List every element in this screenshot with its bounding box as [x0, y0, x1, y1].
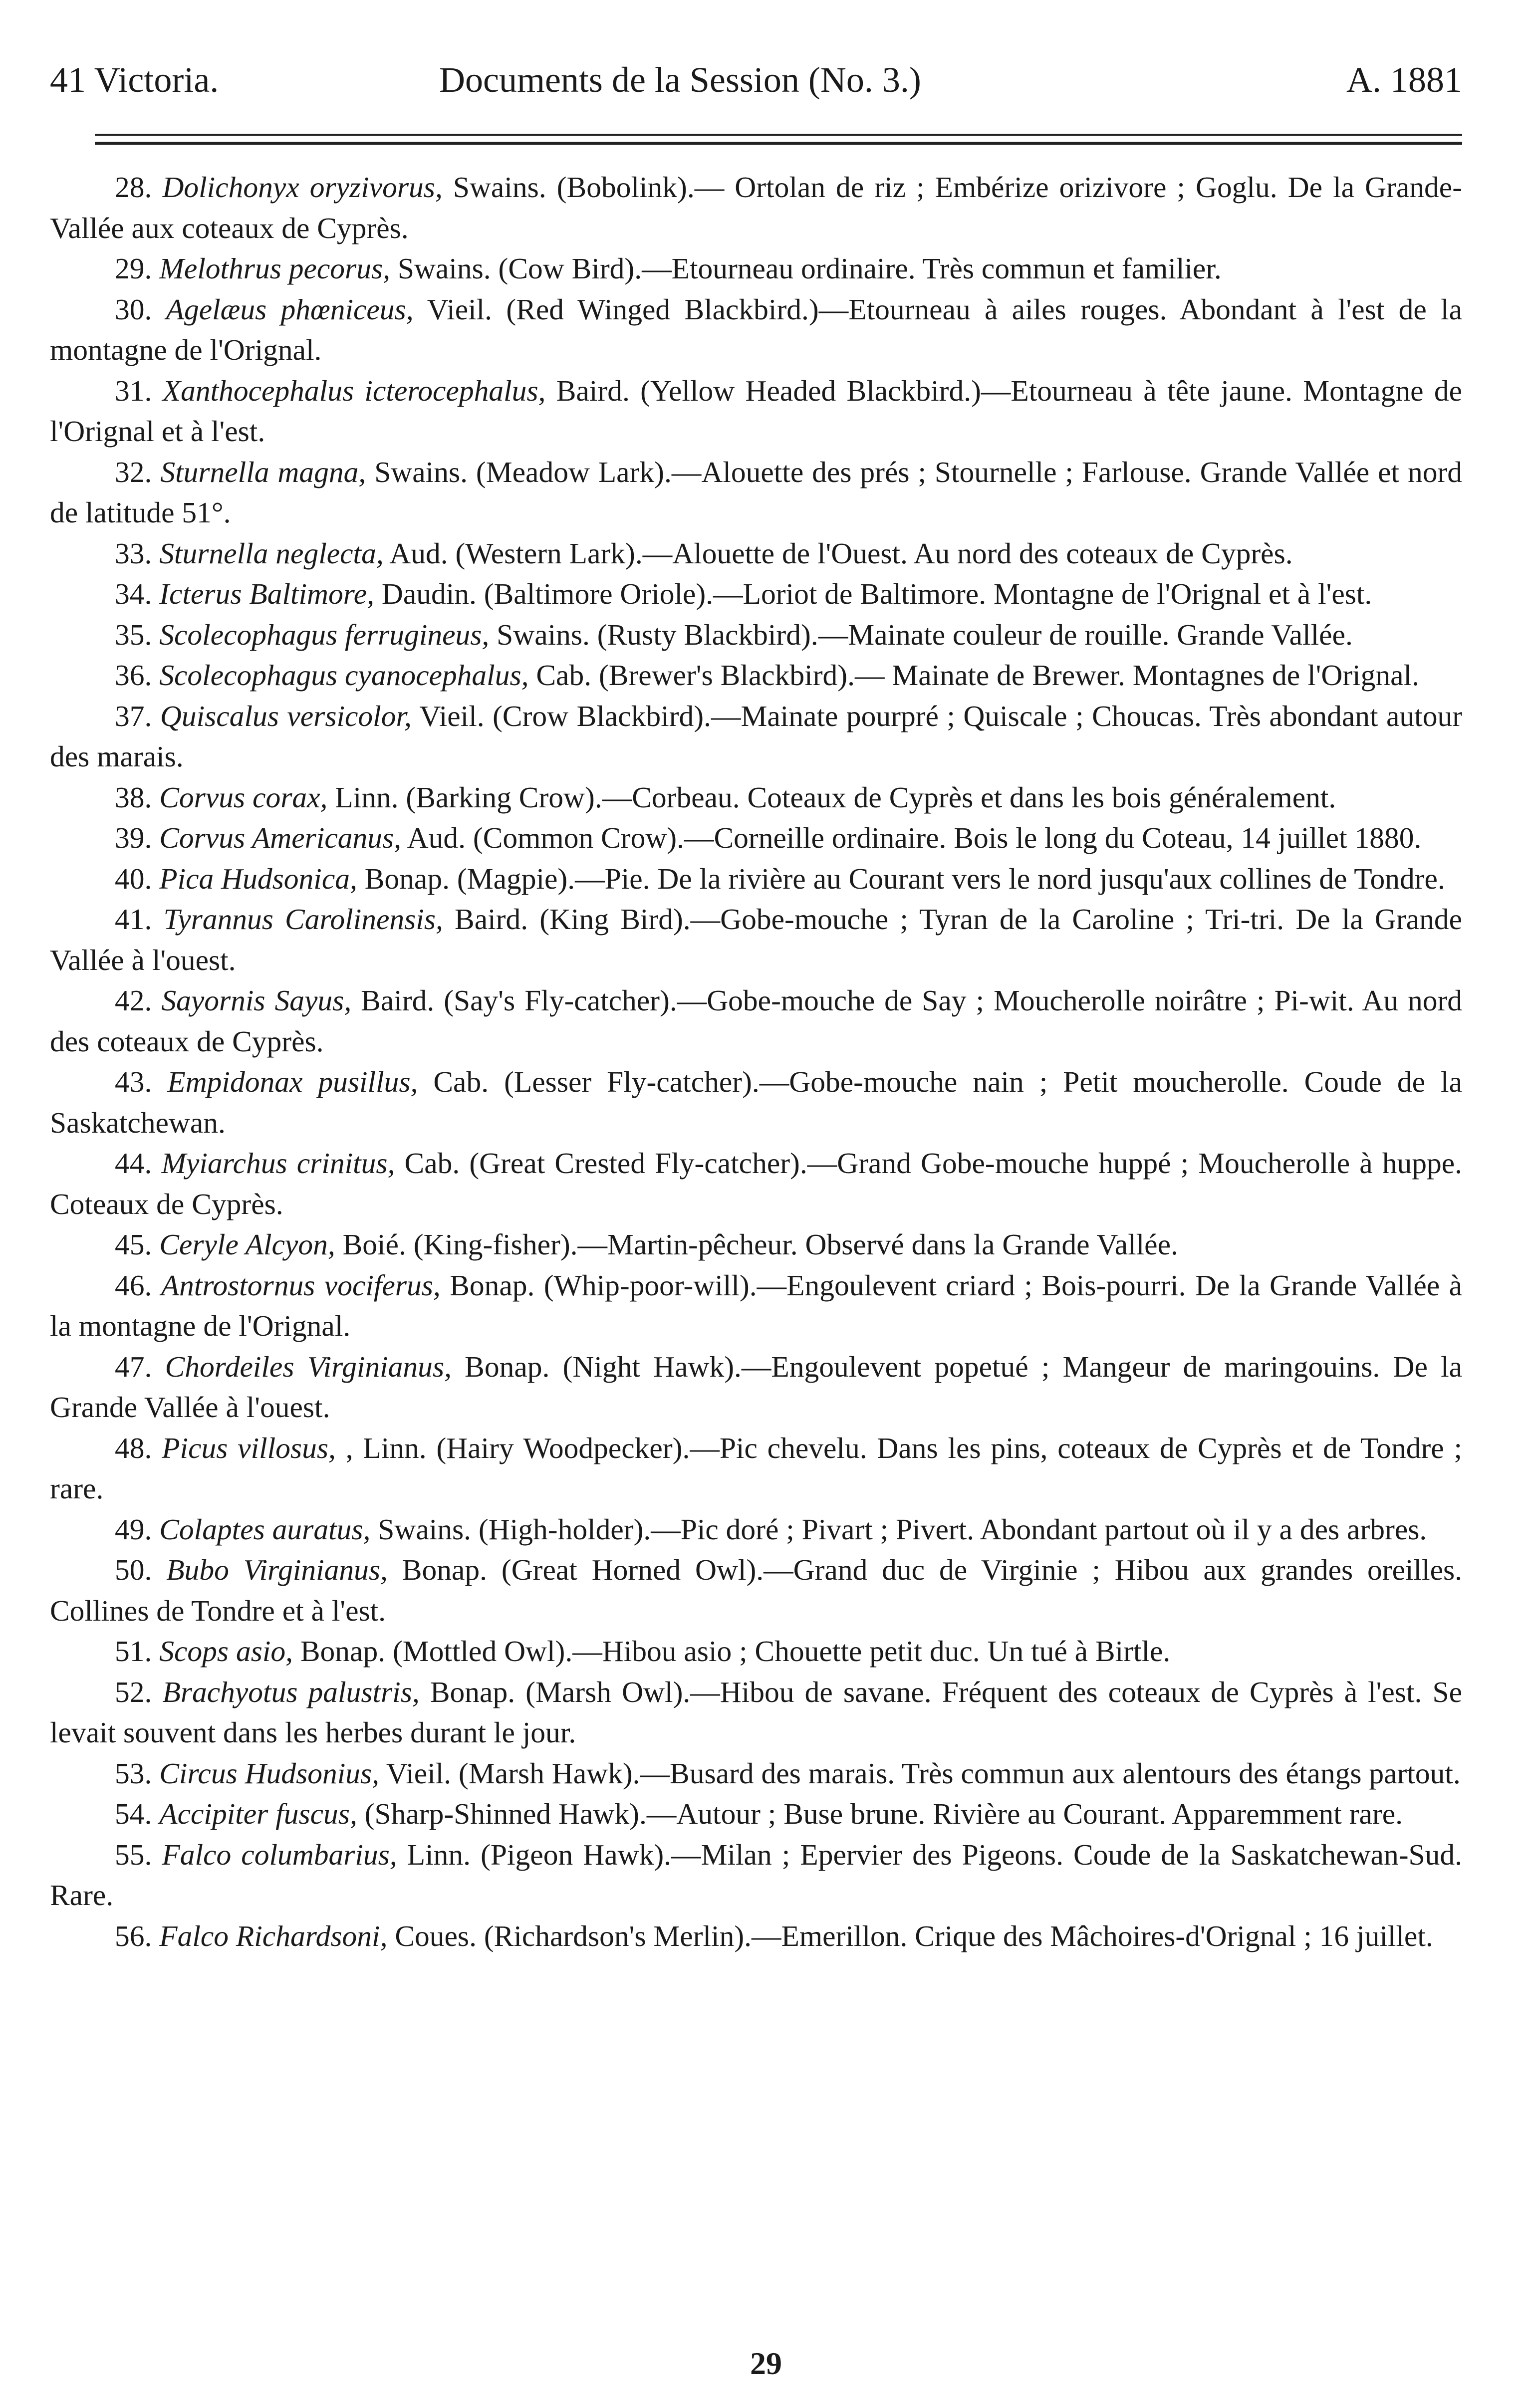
authority: Swains. — [453, 171, 546, 204]
common-name: (Marsh Owl). — [525, 1675, 691, 1708]
species-entry — [50, 371, 1462, 452]
entry-description: —Pic doré ; Pivart ; Pivert. Abondant partout où il y a des arbres. — [651, 1512, 1427, 1546]
entry-description: —Etourneau à ailes rouges. Abondant à l'est de la montagne de l'Orignal. — [50, 292, 1462, 366]
common-name: (Marsh Hawk). — [459, 1756, 640, 1790]
entry-description: —Loriot de Baltimore. Montagne de l'Orignal et à l'est. — [713, 577, 1372, 610]
latin-name: Xanthocephalus icterocephalus, — [162, 374, 546, 407]
species-entry — [50, 818, 1462, 859]
page-number: 29 — [750, 2346, 782, 2381]
species-entry — [50, 1509, 1462, 1550]
entry-number: 28. — [115, 171, 152, 204]
common-name: (Red Winged Blackbird.) — [506, 292, 819, 326]
authority: Daudin. — [381, 577, 477, 610]
entry-description: —Hibou de savane. Fréquent des coteaux de Cyprès à l'est. Se levait souvent dans les herbes durant le jour. — [50, 1675, 1462, 1749]
entry-number: 34. — [115, 577, 152, 610]
species-entry — [50, 696, 1462, 777]
species-entry — [50, 1916, 1462, 1957]
authority: Linn. — [335, 780, 399, 814]
entry-number: 40. — [115, 862, 152, 895]
authority: Boié. — [342, 1228, 406, 1261]
entry-number: 43. — [115, 1065, 152, 1098]
entry-description: —Busard des marais. Très commun aux alentours des étangs partout. — [640, 1756, 1461, 1790]
authority: Vieil. — [419, 699, 485, 732]
common-name: (King-fisher). — [413, 1228, 578, 1261]
entry-description: —Mainate couleur de rouille. Grande Vallée. — [818, 618, 1353, 651]
entry-number: 37. — [115, 699, 152, 732]
entry-number: 46. — [115, 1268, 152, 1302]
authority: Cab. — [536, 659, 592, 692]
authority: Baird. — [361, 984, 435, 1017]
entry-description: —Mainate pourpré ; Quiscale ; Choucas. Très abondant autour des marais. — [50, 699, 1463, 773]
common-name: (Mottled Owl). — [392, 1635, 573, 1668]
common-name: (Magpie). — [457, 862, 575, 895]
species-entry — [50, 859, 1462, 900]
entry-description: —Grand Gobe-mouche huppé ; Moucherolle à huppe. Coteaux de Cyprès. — [50, 1147, 1462, 1220]
authority: Linn. — [407, 1838, 471, 1871]
latin-name: Falco Richardsoni, — [159, 1919, 388, 1952]
entry-description: —Gobe-mouche nain ; Petit moucherolle. Coude de la Saskatchewan. — [50, 1065, 1462, 1139]
species-entry — [50, 452, 1462, 533]
common-name: (Great Crested Fly-catcher). — [469, 1147, 807, 1180]
common-name: (Hairy Woodpecker). — [436, 1431, 690, 1464]
authority: , Linn. — [345, 1431, 427, 1464]
authority: Aud. — [389, 536, 448, 570]
latin-name: Accipiter fuscus, — [159, 1797, 357, 1830]
latin-name: Quiscalus versicolor, — [160, 699, 412, 732]
latin-name: Dolichonyx oryzivorus, — [162, 171, 443, 204]
latin-name: Sayornis Sayus, — [161, 984, 352, 1017]
latin-name: Scolecophagus ferrugineus, — [159, 618, 490, 651]
entry-number: 56. — [115, 1919, 152, 1952]
latin-name: Colaptes auratus, — [159, 1512, 371, 1546]
authority: Vieil. — [386, 1756, 452, 1790]
common-name: (Common Crow). — [473, 821, 684, 854]
species-entry — [50, 1794, 1462, 1835]
common-name: (Whip-poor-will). — [543, 1268, 757, 1302]
entry-description: —Gobe-mouche ; Tyran de la Caroline ; Tri-tri. De la Grande Vallée à l'ouest. — [50, 903, 1462, 976]
authority: Aud. — [407, 821, 466, 854]
species-entry — [50, 248, 1462, 289]
header-rule — [95, 134, 1462, 136]
latin-name: Icterus Baltimore, — [159, 577, 374, 610]
entry-number: 47. — [115, 1350, 152, 1383]
species-entry — [50, 289, 1462, 371]
latin-name: Sturnella neglecta, — [159, 536, 384, 570]
species-entry — [50, 899, 1462, 980]
latin-name: Corvus Americanus, — [159, 821, 402, 854]
entry-description: —Hibou asio ; Chouette petit duc. Un tué à Birtle. — [572, 1635, 1171, 1668]
entry-number: 35. — [115, 618, 152, 651]
common-name: (Meadow Lark). — [476, 455, 672, 488]
entry-description: —Gobe-mouche de Say ; Moucherolle noirâtre ; Pi-wit. Au nord des coteaux de Cyprès. — [50, 984, 1463, 1058]
species-list — [50, 167, 1462, 1956]
authority: Cab. — [404, 1147, 460, 1180]
common-name: (Crow Blackbird). — [493, 699, 711, 732]
species-entry — [50, 533, 1462, 574]
authority: Swains. — [497, 618, 590, 651]
species-entry — [50, 1143, 1462, 1224]
authority: Bonap. — [364, 862, 450, 895]
latin-name: Agelæus phœniceus, — [166, 292, 414, 326]
entry-description: —Alouette de l'Ouest. Au nord des coteaux de Cyprès. — [642, 536, 1293, 570]
authority: Bonap. — [450, 1268, 535, 1302]
entry-number: 44. — [115, 1147, 152, 1180]
species-entry — [50, 167, 1462, 248]
species-entry — [50, 1550, 1462, 1631]
common-name: (Night Hawk). — [562, 1350, 742, 1383]
entry-number: 53. — [115, 1756, 152, 1790]
common-name: (High-holder). — [478, 1512, 651, 1546]
entry-number: 33. — [115, 536, 152, 570]
entry-description: —Pie. De la rivière au Courant vers le nord jusqu'aux collines de Tondre. — [575, 862, 1445, 895]
common-name: (Barking Crow). — [406, 780, 602, 814]
common-name: (Western Lark). — [455, 536, 643, 570]
latin-name: Brachyotus palustris, — [162, 1675, 420, 1708]
common-name: (Brewer's Blackbird). — [598, 659, 855, 692]
common-name: (Richardson's Merlin). — [484, 1919, 752, 1952]
running-header — [50, 55, 1462, 110]
common-name: (Rusty Blackbird). — [597, 618, 818, 651]
authority: Swains. — [374, 455, 468, 488]
entry-number: 38. — [115, 780, 152, 814]
entry-description: —Autour ; Buse brune. Rivière au Courant. Apparemment rare. — [646, 1797, 1403, 1830]
authority: Bonap. — [430, 1675, 515, 1708]
species-entry — [50, 655, 1462, 696]
entry-number: 45. — [115, 1228, 152, 1261]
latin-name: Scops asio, — [159, 1635, 293, 1668]
species-entry — [50, 1224, 1462, 1265]
entry-description: —Alouette des prés ; Stournelle ; Farlouse. Grande Vallée et nord de latitude 51°. — [50, 455, 1463, 529]
common-name: (Pigeon Hawk). — [481, 1838, 672, 1871]
species-entry — [50, 574, 1462, 615]
authority: Baird. — [455, 903, 528, 936]
species-entry — [50, 1265, 1462, 1347]
latin-name: Melothrus pecorus, — [159, 252, 390, 285]
latin-name: Falco columbarius, — [162, 1838, 397, 1871]
entry-description: —Pic chevelu. Dans les pins, coteaux de Cyprès et de Tondre ; rare. — [50, 1431, 1463, 1505]
authority: Coues. — [395, 1919, 477, 1952]
header-rule-thick — [95, 142, 1462, 145]
authority: Bonap. — [402, 1553, 488, 1586]
common-name: (Yellow Headed Blackbird.) — [640, 374, 981, 407]
header-year: A. 1881 — [1346, 60, 1462, 100]
entry-description: —Corbeau. Coteaux de Cyprès et dans les bois généralement. — [602, 780, 1336, 814]
entry-description: —Etourneau à tête jaune. Montagne de l'Orignal et à l'est. — [50, 374, 1463, 448]
authority: Vieil. — [427, 292, 493, 326]
latin-name: Tyrannus Carolinensis, — [163, 903, 443, 936]
common-name: (Lesser Fly-catcher). — [504, 1065, 760, 1098]
latin-name: Corvus corax, — [159, 780, 328, 814]
species-entry — [50, 1347, 1462, 1428]
entry-number: 54. — [115, 1797, 152, 1830]
entry-number: 30. — [115, 292, 152, 326]
species-entry — [50, 1753, 1462, 1794]
common-name: (Great Horned Owl). — [501, 1553, 764, 1586]
entry-description: —Corneille ordinaire. Bois le long du Coteau, 14 juillet 1880. — [684, 821, 1422, 854]
entry-description: —Emerillon. Crique des Mâchoires-d'Orignal ; 16 juillet. — [752, 1919, 1433, 1952]
entry-description: — Ortolan de riz ; Embérize orizivore ; Goglu. De la Grande-Vallée aux coteaux de Cyprès. — [50, 171, 1463, 244]
entry-number: 52. — [115, 1675, 152, 1708]
common-name: (Sharp-Shinned Hawk). — [364, 1797, 647, 1830]
entry-number: 42. — [115, 984, 152, 1017]
entry-description: —Etourneau ordinaire. Très commun et familier. — [642, 252, 1222, 285]
header-title: Documents de la Session (No. 3.) — [439, 60, 921, 100]
entry-description: —Engoulevent popetué ; Mangeur de maringouins. De la Grande Vallée à l'ouest. — [50, 1350, 1463, 1424]
entry-number: 32. — [115, 455, 152, 488]
species-entry — [50, 1835, 1462, 1916]
latin-name: Chordeiles Virginianus, — [165, 1350, 452, 1383]
entry-number: 49. — [115, 1512, 152, 1546]
common-name: (Baltimore Oriole). — [484, 577, 714, 610]
entry-number: 48. — [115, 1431, 152, 1464]
entry-description: —Grand duc de Virginie ; Hibou aux grandes oreilles. Collines de Tondre et à l'est. — [50, 1553, 1463, 1627]
species-entry — [50, 777, 1462, 818]
entry-description: —Martin-pêcheur. Observé dans la Grande Vallée. — [577, 1228, 1178, 1261]
entry-number: 39. — [115, 821, 152, 854]
latin-name: Empidonax pusillus, — [167, 1065, 418, 1098]
authority: Swains. — [378, 1512, 472, 1546]
species-entry — [50, 1672, 1462, 1753]
common-name: (King Bird). — [539, 903, 691, 936]
header-volume: 41 Victoria. — [50, 60, 219, 100]
authority: Swains. — [397, 252, 491, 285]
latin-name: Ceryle Alcyon, — [159, 1228, 335, 1261]
latin-name: Sturnella magna, — [160, 455, 366, 488]
entry-description: —Milan ; Epervier des Pigeons. Coude de la Saskatchewan-Sud. Rare. — [50, 1838, 1462, 1912]
authority: Bonap. — [300, 1635, 386, 1668]
entry-number: 36. — [115, 659, 152, 692]
entry-number: 41. — [115, 903, 152, 936]
entry-number: 55. — [115, 1838, 152, 1871]
authority: Baird. — [556, 374, 630, 407]
species-entry — [50, 615, 1462, 656]
latin-name: Bubo Virginianus, — [166, 1553, 388, 1586]
common-name: (Say's Fly-catcher). — [444, 984, 677, 1017]
species-entry — [50, 1631, 1462, 1672]
entry-description: —Engoulevent criard ; Bois-pourri. De la Grande Vallée à la montagne de l'Orignal. — [50, 1268, 1463, 1342]
entry-number: 51. — [115, 1635, 152, 1668]
species-entry — [50, 1428, 1462, 1509]
common-name: (Cow Bird). — [498, 252, 642, 285]
authority: Cab. — [433, 1065, 489, 1098]
latin-name: Scolecophagus cyanocephalus, — [159, 659, 529, 692]
entry-number: 29. — [115, 252, 152, 285]
latin-name: Circus Hudsonius, — [159, 1756, 380, 1790]
entry-number: 31. — [115, 374, 152, 407]
latin-name: Picus villosus, — [162, 1431, 336, 1464]
latin-name: Antrostornus vociferus, — [161, 1268, 441, 1302]
species-entry — [50, 1062, 1462, 1143]
species-entry — [50, 980, 1462, 1062]
common-name: (Bobolink). — [556, 171, 695, 204]
latin-name: Pica Hudsonica, — [159, 862, 357, 895]
entry-description: — Mainate de Brewer. Montagnes de l'Orignal. — [854, 659, 1419, 692]
authority: Bonap. — [465, 1350, 550, 1383]
entry-number: 50. — [115, 1553, 152, 1586]
latin-name: Myiarchus crinitus, — [161, 1147, 395, 1180]
